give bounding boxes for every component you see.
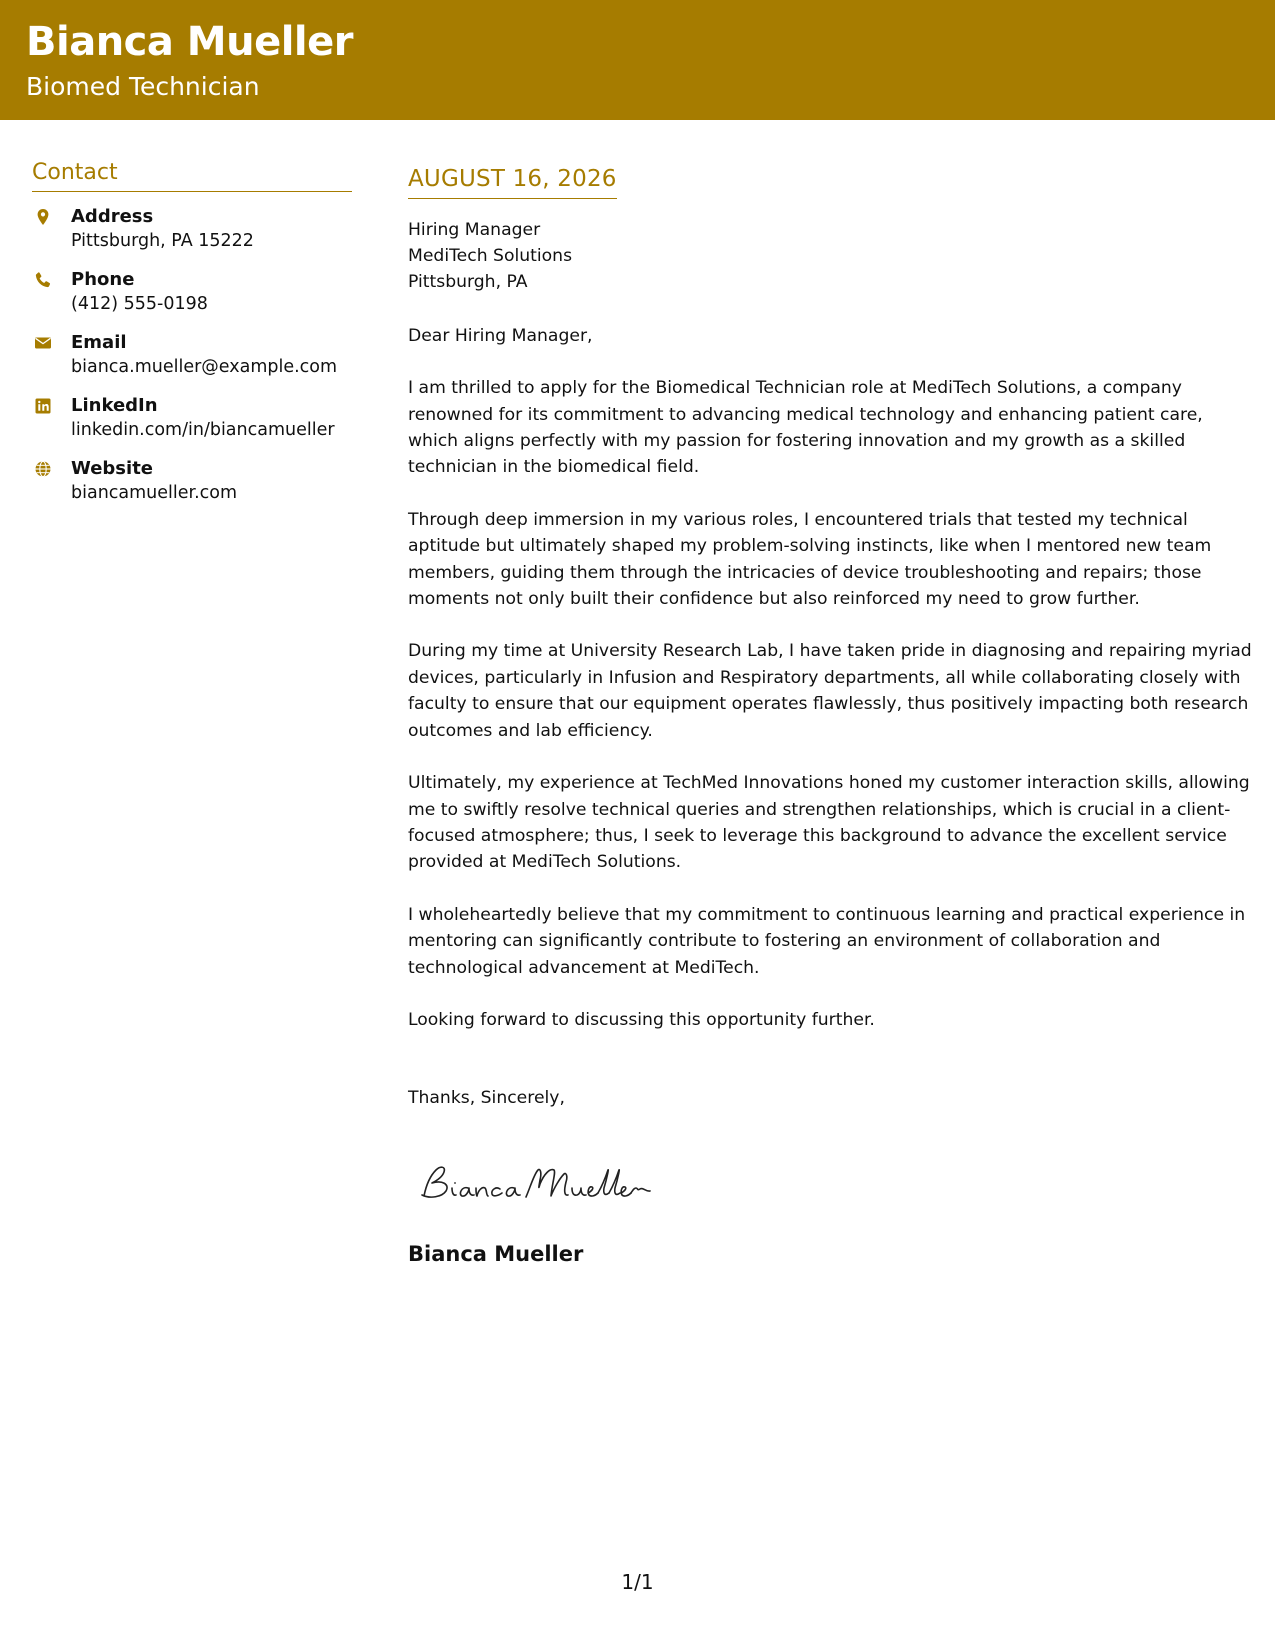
page-number: 1/1: [621, 1570, 654, 1594]
paragraph: I wholeheartedly believe that my commitment to continuous learning and practical experience in mentoring can significantly contribute to fostering an environment of collaboration and technological advancement at MediTech.: [408, 904, 1246, 978]
contact-label: Address: [71, 206, 154, 228]
contact-item-website: [32, 458, 352, 521]
map-pin-icon: [34, 208, 52, 226]
phone-value: (412) 555-0198: [71, 294, 208, 315]
contact-sidebar: [32, 160, 352, 521]
linkedin-icon: [34, 397, 52, 415]
letter-date: AUGUST 16, 2026: [408, 166, 617, 199]
recipient-block: [408, 217, 1253, 296]
greeting: Dear Hiring Manager,: [408, 325, 593, 346]
contact-item-phone: [32, 269, 352, 332]
address-value: Pittsburgh, PA 15222: [71, 231, 254, 252]
contact-heading: Contact: [32, 160, 352, 192]
website-value[interactable]: biancamueller.com: [71, 483, 238, 504]
recipient-location: Pittsburgh, PA: [408, 272, 528, 293]
email-value[interactable]: bianca.mueller@example.com: [71, 357, 338, 378]
contact-label: Website: [71, 458, 154, 480]
recipient-line: Hiring Manager: [408, 219, 541, 240]
recipient-company: MediTech Solutions: [408, 246, 573, 266]
closing: Thanks, Sincerely,: [408, 1088, 565, 1109]
phone-icon: [34, 271, 52, 289]
contact-item-email: [32, 332, 352, 395]
paragraph: During my time at University Research Lab, I have taken pride in diagnosing and repairing myriad devices, particularly in Infusion and Respiratory departments, all while collaborating closely with faculty to ensure that our equipment operates flawlessly, thus positively impacting both research outcomes and lab efficiency.: [408, 641, 1252, 741]
paragraph: Looking forward to discussing this opportunity further.: [408, 1009, 875, 1030]
signer-name: Bianca Mueller: [408, 1242, 584, 1266]
envelope-icon: [34, 334, 52, 352]
contact-item-linkedin: [32, 395, 352, 458]
globe-icon: [34, 460, 52, 478]
contact-label: LinkedIn: [71, 395, 158, 417]
paragraph: Through deep immersion in my various roles, I encountered trials that tested my technical aptitude but ultimately shaped my problem-solving instincts, like when I mentored new team members, guiding them through the intricacies of device troubleshooting and repairs; those moments not only built their confidence but also reinforced my need to grow further.: [408, 509, 1212, 610]
contact-label: Phone: [71, 269, 135, 291]
header-banner: [0, 0, 1275, 120]
paragraph: Ultimately, my experience at TechMed Innovations honed my customer interaction skills, allowing me to swiftly resolve technical queries and strengthen relationships, which is crucial in a client-focused atmosphere; thus, I seek to leverage this background to advance the excellent service provided at MediTech Solutions.: [408, 773, 1250, 873]
cover-letter-body: [408, 166, 1253, 1112]
candidate-title: Biomed Technician: [26, 72, 260, 101]
contact-label: Email: [71, 332, 127, 354]
paragraph: I am thrilled to apply for the Biomedical Technician role at MediTech Solutions, a company renowned for its commitment to advancing medical technology and enhancing patient care, which aligns perfectly with my passion for fostering innovation and my growth as a skilled technician in the biomedical field.: [408, 378, 1203, 478]
linkedin-value[interactable]: linkedin.com/in/biancamueller: [71, 420, 335, 441]
candidate-name: Bianca Mueller: [26, 19, 353, 65]
signature-image: [418, 1158, 658, 1208]
contact-item-address: [32, 206, 352, 269]
